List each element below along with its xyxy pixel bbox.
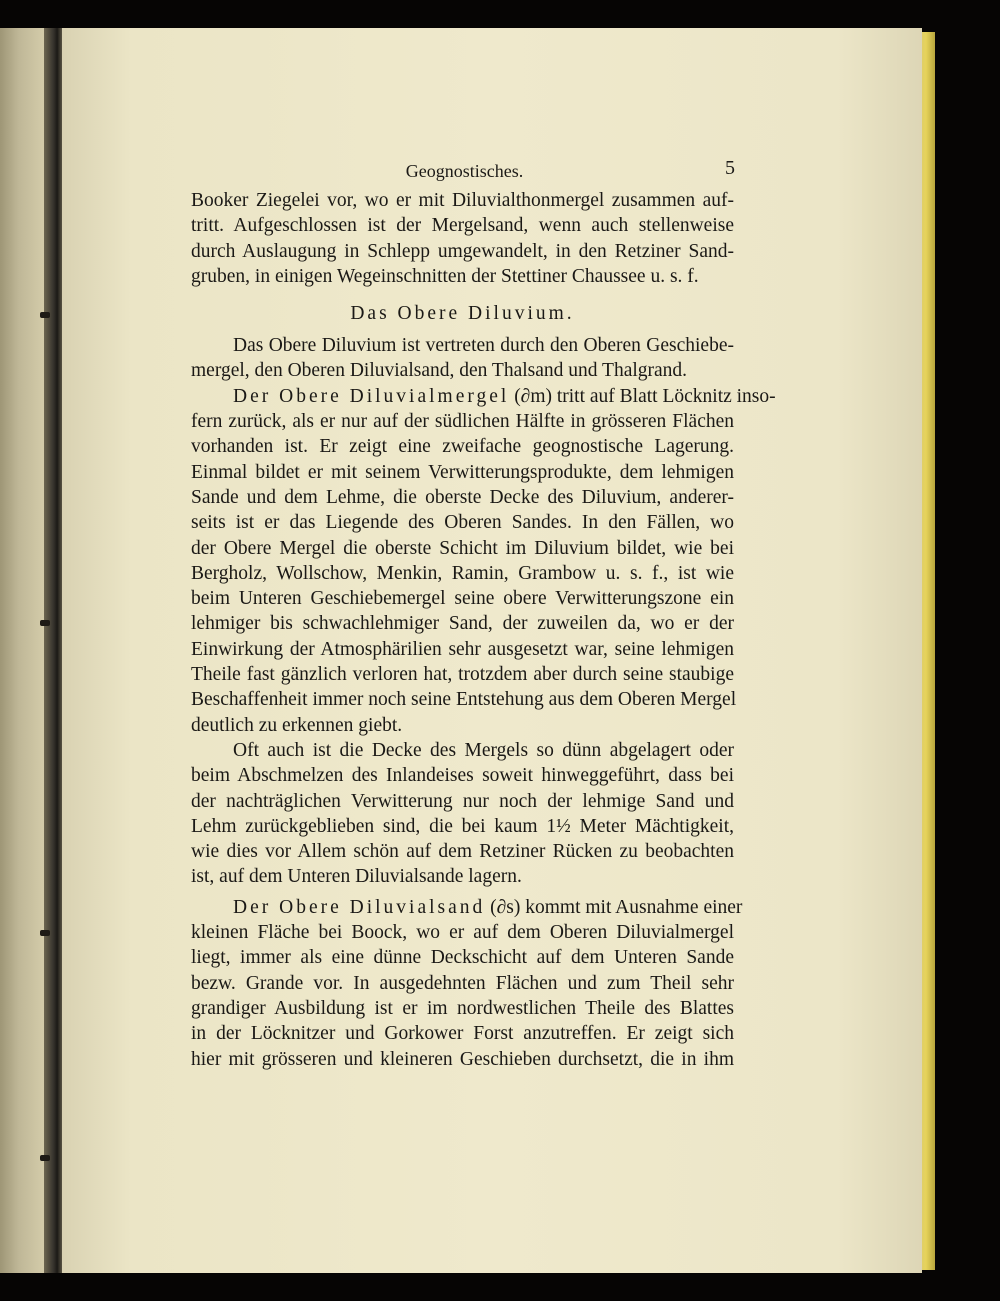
- text-line: ist, auf dem Unteren Diluvialsande lagern.: [191, 866, 522, 888]
- text-line: der Obere Mergel die oberste Schicht im Diluvium bildet, wie bei: [191, 537, 734, 559]
- text-line: [191, 384, 776, 409]
- text-line: Booker Ziegelei vor, wo er mit Diluvialthonmergel zusammen auf-: [191, 190, 734, 211]
- text-line: fern zurück, als er nur auf der südlichen Hälfte in grösseren Flächen: [191, 411, 734, 433]
- text-line: Sande und dem Lehme, die oberste Decke des Diluvium, anderer-: [191, 486, 734, 508]
- text-line: Beschaffenheit immer noch seine Entstehung aus dem Oberen Mergel: [191, 689, 737, 711]
- text-line: gruben, in einigen Wegeinschnitten der Stettiner Chaussee u. s. f.: [191, 265, 699, 287]
- text-line: Bergholz, Wollschow, Menkin, Ramin, Grambow u. s. f., ist wie: [191, 562, 734, 584]
- text-line: beim Abschmelzen des Inlandeises soweit hinweggeführt, dass bei: [191, 765, 734, 787]
- binding-mark: [40, 312, 50, 318]
- text-line: Oft auch ist die Decke des Mergels so dünn abgelagert oder: [233, 739, 734, 761]
- text-line: der nachträglichen Verwitterung nur noch der lehmige Sand und: [191, 790, 734, 812]
- text-line: bezw. Grande vor. In ausgedehnten Flächen und zum Theil sehr: [191, 972, 734, 994]
- text-line: in der Löcknitzer und Gorkower Forst anzutreffen. Er zeigt sich: [191, 1023, 734, 1045]
- term-obere-diluvialsand: Der Obere Diluvialsand: [233, 896, 486, 918]
- text-line: seits ist er das Liegende des Oberen Sandes. In den Fällen, wo: [191, 512, 734, 534]
- text-line: tritt. Aufgeschlossen ist der Mergelsand, wenn auch stellenweise: [191, 215, 734, 237]
- text-line: beim Unteren Geschiebemergel seine obere Verwitterungszone ein: [191, 588, 734, 610]
- term-obere-diluvialmergel: Der Obere Diluvialmergel: [233, 385, 510, 407]
- section-heading: Das Obere Diluvium.: [350, 303, 575, 325]
- text-line: vorhanden ist. Er zeigt eine zweifache geognostische Lagerung.: [191, 436, 734, 458]
- text-line: [191, 895, 743, 920]
- text-line: grandiger Ausbildung ist er im nordwestlichen Theile des Blattes: [191, 997, 734, 1019]
- text-line: mergel, den Oberen Diluvialsand, den Thalsand und Thalgrand.: [191, 360, 688, 382]
- text-line: Einwirkung der Atmosphärilien sehr ausgesetzt war, seine lehmigen: [191, 638, 734, 660]
- binding-mark: [40, 930, 50, 936]
- text-line: Einmal bildet er mit seinem Verwitterungsprodukte, dem lehmigen: [191, 461, 734, 483]
- text-line: lehmiger bis schwachlehmiger Sand, der zuweilen da, wo er der: [191, 613, 734, 635]
- page-header: [192, 155, 737, 185]
- page-number: 5: [725, 157, 735, 179]
- binding-mark: [40, 1155, 50, 1161]
- text-line: Das Obere Diluvium ist vertreten durch den Oberen Geschiebe-: [233, 335, 734, 357]
- text-line-rest: (∂s) kommt mit Ausnahme einer: [490, 896, 743, 918]
- text-line: liegt, immer als eine dünne Deckschicht auf dem Unteren Sande: [191, 947, 734, 969]
- body-text: [191, 188, 776, 1072]
- text-line: hier mit grösseren und kleineren Geschieben durchsetzt, die in ihm: [191, 1048, 734, 1070]
- text-line: wie dies vor Allem schön auf dem Retziner Rücken zu beobachten: [191, 841, 734, 863]
- text-line: kleinen Fläche bei Boock, wo er auf dem Oberen Diluvialmergel: [191, 922, 734, 944]
- text-line: durch Auslaugung in Schlepp umgewandelt, in den Retziner Sand-: [191, 240, 734, 262]
- text-line: Theile fast gänzlich verloren hat, trotzdem aber durch seine staubige: [191, 664, 734, 686]
- text-line-rest: (∂m) tritt auf Blatt Löcknitz inso-: [514, 385, 776, 407]
- text-line: Lehm zurückgeblieben sind, die bei kaum 1½ Meter Mächtigkeit,: [191, 815, 734, 837]
- running-head: Geognostisches.: [405, 161, 524, 181]
- text-line: deutlich zu erkennen giebt.: [191, 714, 403, 736]
- binding-mark: [40, 620, 50, 626]
